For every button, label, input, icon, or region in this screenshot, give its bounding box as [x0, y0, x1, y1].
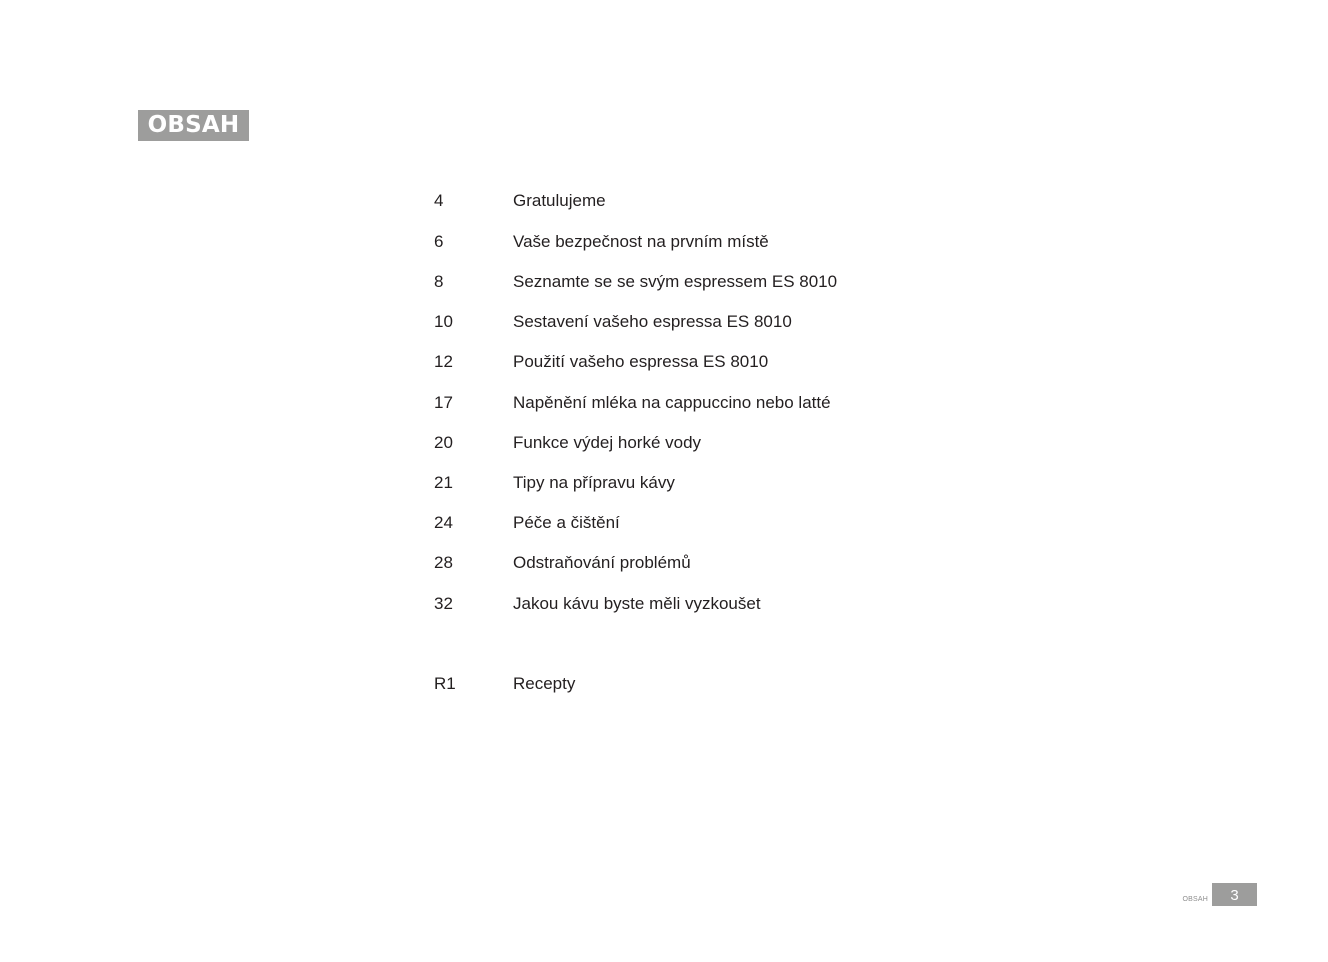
toc-entry-title: Jakou kávu byste měli vyzkoušet	[513, 594, 761, 613]
toc-page-number: R1	[434, 674, 456, 693]
toc-entry-title: Vaše bezpečnost na prvním místě	[513, 232, 769, 251]
toc-page-number: 17	[434, 393, 453, 412]
toc-entry-title: Seznamte se se svým espressem ES 8010	[513, 272, 838, 291]
toc-page-number: 4	[434, 191, 444, 210]
toc-page-number: 8	[434, 272, 444, 291]
toc-entry-title: Sestavení vašeho espressa ES 8010	[513, 312, 792, 331]
toc-page-number: 21	[434, 473, 453, 492]
toc-page-number: 24	[434, 513, 453, 532]
toc-page-number: 6	[434, 232, 444, 251]
toc-page-number: 32	[434, 594, 453, 613]
toc-page-number: 28	[434, 553, 453, 572]
toc-entry-title: Tipy na přípravu kávy	[513, 473, 675, 492]
page-title: OBSAH	[138, 110, 249, 141]
toc-page-number: 10	[434, 312, 453, 331]
toc-page-number: 12	[434, 352, 453, 371]
footer-section-label: OBSAH	[1182, 896, 1208, 903]
toc-entry-title: Napěnění mléka na cappuccino nebo latté	[513, 393, 831, 412]
toc-entry-title: Použití vašeho espressa ES 8010	[513, 352, 769, 371]
toc-entry-title: Funkce výdej horké vody	[513, 433, 702, 452]
toc-page-number: 20	[434, 433, 453, 452]
toc-entry-title: Péče a čištění	[513, 513, 620, 532]
footer-page-number: 3	[1212, 883, 1257, 906]
toc-entry-title: Odstraňování problémů	[513, 553, 691, 572]
toc-entry-title: Recepty	[513, 674, 576, 693]
toc-entry-title: Gratulujeme	[513, 191, 606, 210]
